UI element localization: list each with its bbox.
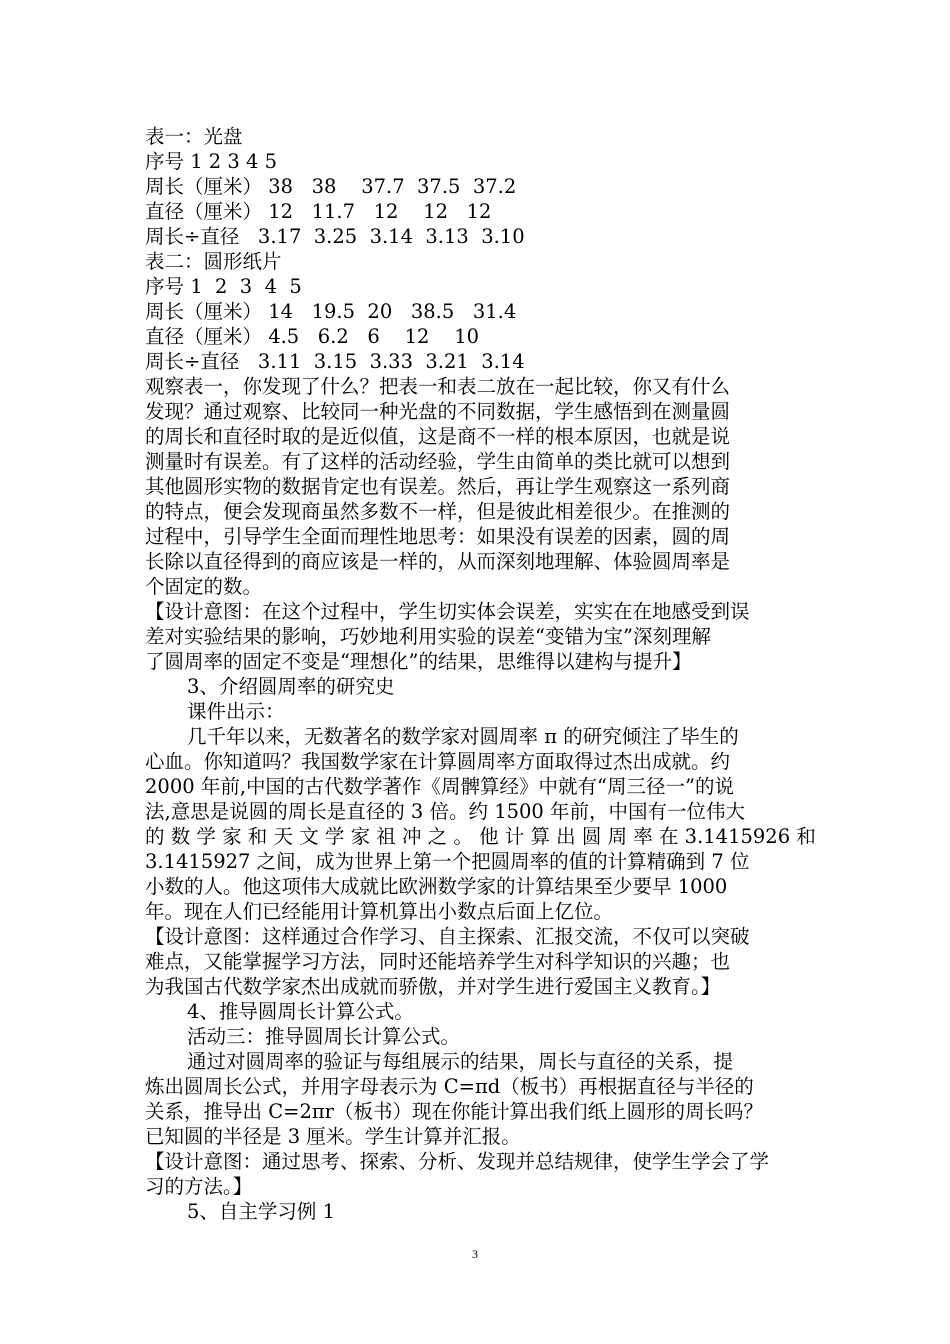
paragraph-line: 的 数 学 家 和 天 文 学 家 祖 冲 之 。 他 计 算 出 圆 周 率 在 3.1415926 和 bbox=[145, 825, 816, 848]
table-1-index-row: 序号 1 2 3 4 5 bbox=[145, 150, 278, 173]
paragraph-line: 发现？通过观察、比较同一种光盘的不同数据，学生感悟到在测量圆 bbox=[145, 400, 731, 423]
paragraph-line: 2000 年前,中国的古代数学著作《周髀算经》中就有“周三径一”的说 bbox=[145, 775, 734, 798]
table-1-circumference-row: 周长（厘米） 38 38 37.7 37.5 37.2 bbox=[145, 175, 517, 198]
section-4-heading: 4、推导圆周长计算公式。 bbox=[187, 1000, 414, 1023]
paragraph-line: 小数的人。他这项伟大成就比欧洲数学家的计算结果至少要早 1000 bbox=[145, 875, 728, 898]
paragraph-line: 为我国古代数学家杰出成就而骄傲，并对学生进行爱国主义教育。】 bbox=[145, 975, 721, 998]
section-4-subheading: 活动三：推导圆周长计算公式。 bbox=[187, 1025, 461, 1048]
paragraph-line: 关系，推导出 C=2πr（板书）现在你能计算出我们纸上圆形的周长吗？ bbox=[145, 1100, 764, 1123]
table-2-diameter-row: 直径（厘米） 4.5 6.2 6 12 10 bbox=[145, 325, 480, 348]
table-1 bbox=[145, 124, 807, 249]
section-5 bbox=[145, 1199, 807, 1224]
section-3-heading: 3、介绍圆周率的研究史 bbox=[187, 675, 395, 698]
design-intent-1 bbox=[145, 599, 807, 674]
paragraph-line: 个固定的数。 bbox=[145, 575, 263, 598]
paragraph-line: 难点，又能掌握学习方法，同时还能培养学生对科学知识的兴趣；也 bbox=[145, 950, 731, 973]
document-body bbox=[145, 124, 816, 1224]
paragraph-line: 炼出圆周长公式，并用字母表示为 C=πd（板书）再根据直径与半径的 bbox=[145, 1075, 754, 1098]
paragraph-line: 其他圆形实物的数据肯定也有误差。然后，再让学生观察这一系列商 bbox=[145, 475, 731, 498]
paragraph-line: 长除以直径得到的商应该是一样的，从而深刻地理解、体验圆周率是 bbox=[145, 550, 731, 573]
section-3-subheading: 课件出示： bbox=[187, 700, 285, 723]
table-1-diameter-row: 直径（厘米） 12 11.7 12 12 12 bbox=[145, 200, 492, 223]
paragraph-line: 【设计意图：这样通过合作学习、自主探索、汇报交流，不仅可以突破 bbox=[145, 925, 750, 948]
design-intent-3 bbox=[145, 1149, 807, 1199]
table-2-circumference-row: 周长（厘米） 14 19.5 20 38.5 31.4 bbox=[145, 300, 517, 323]
paragraph-line: 几千年以来，无数著名的数学家对圆周率 π 的研究倾注了毕生的 bbox=[187, 725, 739, 748]
paragraph-line: 已知圆的半径是 3 厘米。学生计算并汇报。 bbox=[145, 1125, 521, 1148]
paragraph-line: 通过对圆周率的验证与每组展示的结果，周长与直径的关系，提 bbox=[187, 1050, 734, 1073]
table-2-title: 表二：圆形纸片 bbox=[145, 250, 282, 273]
section-5-heading: 5、自主学习例 1 bbox=[187, 1200, 336, 1223]
paragraph-line: 法,意思是说圆的周长是直径的 3 倍。约 1500 年前，中国有一位伟大 bbox=[145, 800, 746, 823]
section-3 bbox=[145, 674, 816, 924]
paragraph-line: 心血。你知道吗？我国数学家在计算圆周率方面取得过杰出成就。约 bbox=[145, 750, 731, 773]
table-2 bbox=[145, 249, 807, 374]
table-1-ratio-row: 周长÷直径 3.17 3.25 3.14 3.13 3.10 bbox=[145, 225, 525, 248]
table-2-ratio-row: 周长÷直径 3.11 3.15 3.33 3.21 3.14 bbox=[145, 350, 525, 373]
table-2-index-row: 序号 1 2 3 4 5 bbox=[145, 275, 302, 298]
paragraph-line: 过程中，引导学生全面而理性地思考：如果没有误差的因素，圆的周 bbox=[145, 525, 731, 548]
paragraph-line: 的特点，便会发现商虽然多数不一样，但是彼此相差很少。在推测的 bbox=[145, 500, 731, 523]
page-number: 3 bbox=[472, 1247, 478, 1261]
paragraph-line: 的周长和直径时取的是近似值，这是商不一样的根本原因，也就是说 bbox=[145, 425, 731, 448]
design-intent-2 bbox=[145, 924, 807, 999]
paragraph-line: 了圆周率的固定不变是“理想化”的结果，思维得以建构与提升】 bbox=[145, 650, 692, 673]
paragraph-line: 【设计意图：在这个过程中，学生切实体会误差，实实在在地感受到误 bbox=[145, 600, 750, 623]
observation-paragraph bbox=[145, 374, 807, 599]
paragraph-line: 3.1415927 之间，成为世界上第一个把圆周率的值的计算精确到 7 位 bbox=[145, 850, 750, 873]
paragraph-line: 习的方法。】 bbox=[145, 1175, 253, 1198]
section-4 bbox=[145, 999, 807, 1149]
paragraph-line: 年。现在人们已经能用计算机算出小数点后面上亿位。 bbox=[145, 900, 614, 923]
table-1-title: 表一：光盘 bbox=[145, 125, 243, 148]
paragraph-line: 观察表一，你发现了什么？把表一和表二放在一起比较，你又有什么 bbox=[145, 375, 731, 398]
paragraph-line: 测量时有误差。有了这样的活动经验，学生由简单的类比就可以想到 bbox=[145, 450, 731, 473]
paragraph-line: 【设计意图：通过思考、探索、分析、发现并总结规律，使学生学会了学 bbox=[145, 1150, 770, 1173]
paragraph-line: 差对实验结果的影响，巧妙地利用实验的误差“变错为宝”深刻理解 bbox=[145, 625, 711, 648]
